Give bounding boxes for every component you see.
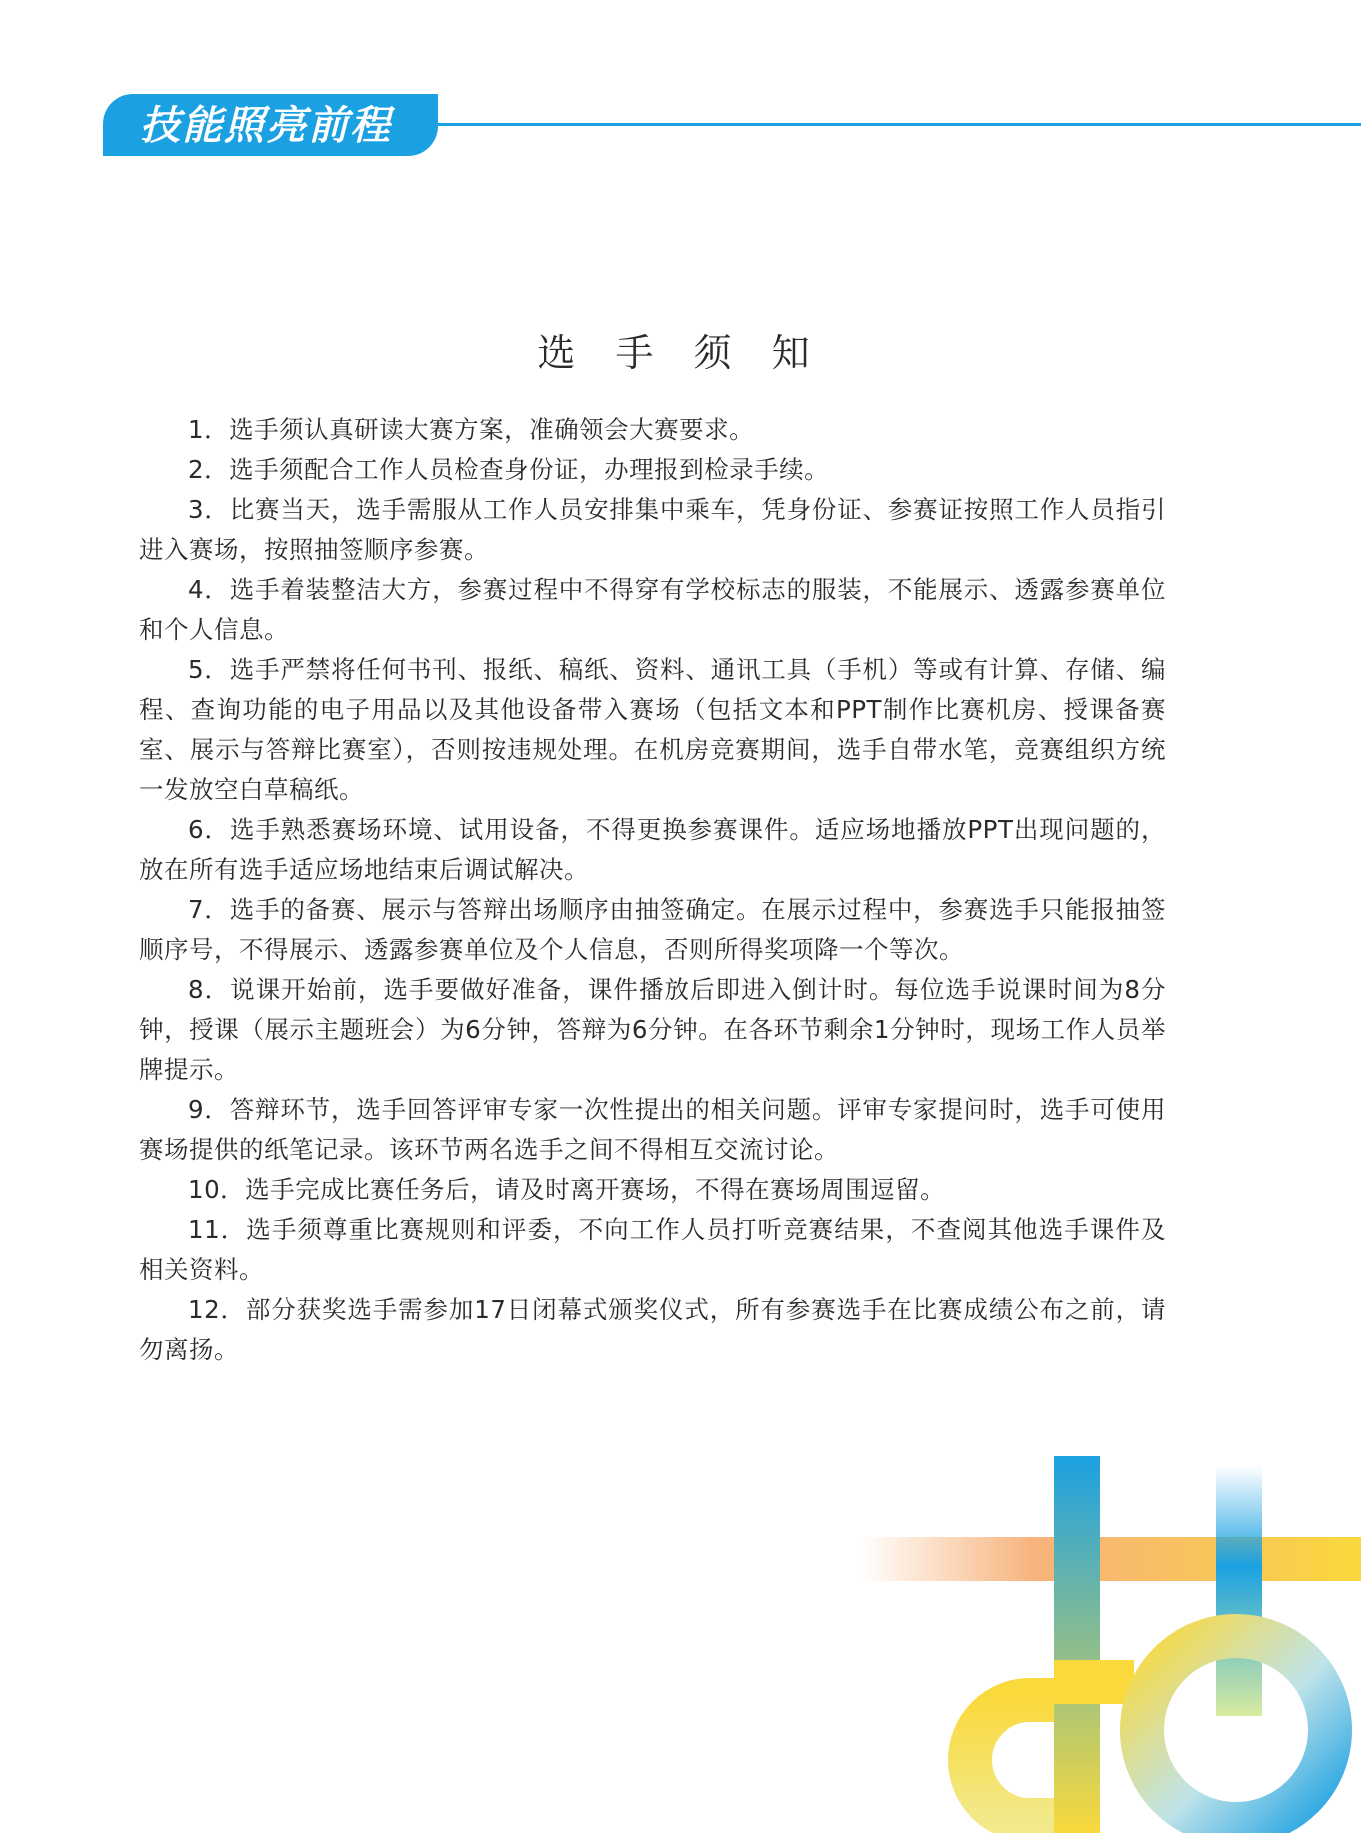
rule-item: 6．选手熟悉赛场环境、试用设备，不得更换参赛课件。适应场地播放PPT出现问题的，放在所有选手适应场地结束后调试解决。 xyxy=(139,815,1166,884)
hook-curve-shape xyxy=(970,1660,1134,1820)
rule-item: 9．答辩环节，选手回答评审专家一次性提出的相关问题。评审专家提问时，选手可使用赛场提供的纸笔记录。该环节两名选手之间不得相互交流讨论。 xyxy=(139,1095,1166,1164)
document-title: 选 手 须 知 xyxy=(537,331,824,375)
rule-item: 7．选手的备赛、展示与答辩出场顺序由抽签确定。在展示过程中，参赛选手只能报抽签顺序号，不得展示、透露参赛单位及个人信息，否则所得奖项降一个等次。 xyxy=(139,895,1166,964)
rule-item: 12．部分获奖选手需参加17日闭幕式颁奖仪式，所有参赛选手在比赛成绩公布之前，请勿离扬。 xyxy=(139,1295,1166,1364)
vertical-bar-right-shape xyxy=(1216,1466,1262,1716)
rule-item: 3．比赛当天，选手需服从工作人员安排集中乘车，凭身份证、参赛证按照工作人员指引进入赛场，按照抽签顺序参赛。 xyxy=(139,495,1166,564)
rule-item: 4．选手着装整洁大方，参赛过程中不得穿有学校标志的服装，不能展示、透露参赛单位和个人信息。 xyxy=(139,575,1166,644)
rule-item: 10．选手完成比赛任务后，请及时离开赛场，不得在赛场周围逗留。 xyxy=(188,1175,946,1204)
header-title: 技能照亮前程 xyxy=(140,102,392,149)
rule-item: 2．选手须配合工作人员检查身份证，办理报到检录手续。 xyxy=(188,455,830,484)
rule-item: 11．选手须尊重比赛规则和评委，不向工作人员打听竞赛结果，不查阅其他选手课件及相关资料。 xyxy=(139,1215,1166,1284)
rule-item: 5．选手严禁将任何书刊、报纸、稿纸、资料、通讯工具（手机）等或有计算、存储、编程、查询功能的电子用品以及其他设备带入赛场（包括文本和PPT制作比赛机房、授课备赛室、展示与答辩比赛室），否则按违规处理。在机房竞赛期间，选手自带水笔，竞赛组织方统一发放空白草稿纸。 xyxy=(139,655,1166,804)
vertical-bar-left-shape xyxy=(1054,1456,1100,1833)
horizontal-bar-shape xyxy=(860,1537,1361,1581)
rule-item: 1．选手须认真研读大赛方案，准确领会大赛要求。 xyxy=(188,415,755,444)
rule-item: 8．说课开始前，选手要做好准备，课件播放后即进入倒计时。每位选手说课时间为8分钟，授课（展示主题班会）为6分钟，答辩为6分钟。在各环节剩余1分钟时，现场工作人员举牌提示。 xyxy=(139,975,1166,1084)
